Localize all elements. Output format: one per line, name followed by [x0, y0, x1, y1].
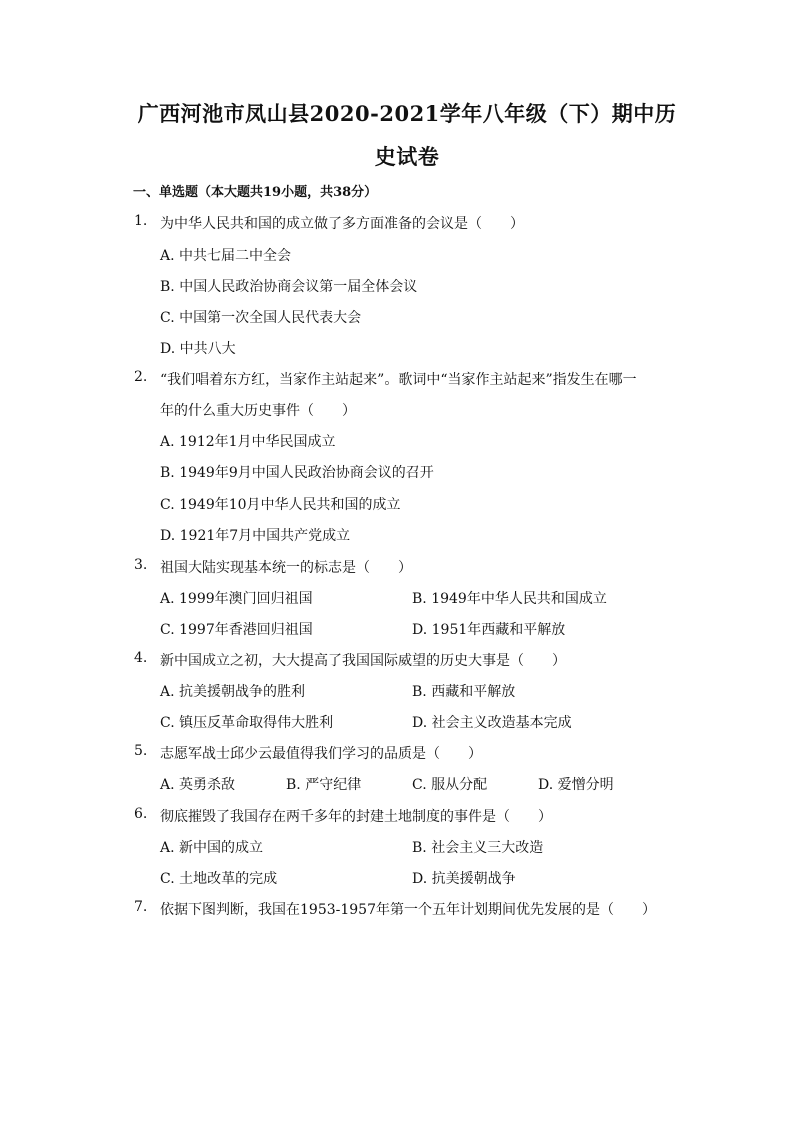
- question-4-option-d: D. 社会主义改造基本完成: [412, 715, 572, 731]
- question-6-option-b: B. 社会主义三大改造: [412, 840, 544, 856]
- question-7-text: 依据下图判断，我国在1953-1957年第一个五年计划期间优先发展的是（ ）: [160, 902, 656, 918]
- question-2-number: 2.: [134, 369, 148, 385]
- question-6-number: 6.: [134, 806, 148, 822]
- question-2-option-b: B. 1949年9月中国人民政治协商会议的召开: [160, 465, 434, 481]
- question-6-text: 彻底摧毁了我国存在两千多年的封建土地制度的事件是（ ）: [160, 809, 552, 825]
- question-2-text: “我们唱着东方红，当家作主站起来”。歌词中“当家作主站起来”指发生在哪一: [160, 372, 637, 388]
- question-4-option-c: C. 镇压反革命取得伟大胜利: [160, 715, 334, 731]
- question-5-option-b: B. 严守纪律: [286, 777, 362, 793]
- question-4-option-a: A. 抗美援朝战争的胜利: [160, 684, 306, 700]
- question-5-option-d: D. 爱憎分明: [538, 777, 614, 793]
- question-6-option-d: D. 抗美援朝战争: [412, 871, 516, 887]
- question-3-option-b: B. 1949年中华人民共和国成立: [412, 591, 607, 607]
- question-3-option-d: D. 1951年西藏和平解放: [412, 622, 566, 638]
- question-3-option-a: A. 1999年澳门回归祖国: [160, 591, 313, 607]
- question-7-number: 7.: [134, 899, 148, 915]
- question-1-option-c: C. 中国第一次全国人民代表大会: [160, 310, 362, 326]
- question-1-option-b: B. 中国人民政治协商会议第一届全体会议: [160, 279, 418, 295]
- section-heading: 一、单选题（本大题共19小题，共38分）: [133, 185, 378, 200]
- question-2-text-continued: 年的什么重大历史事件（ ）: [160, 403, 356, 419]
- question-4-text: 新中国成立之初，大大提高了我国国际威望的历史大事是（ ）: [160, 653, 566, 669]
- question-5-option-c: C. 服从分配: [412, 777, 488, 793]
- exam-title-line1: 广西河池市凤山县2020-2021学年八年级（下）期中历: [137, 101, 677, 126]
- question-1-number: 1.: [134, 213, 148, 229]
- question-6-option-c: C. 土地改革的完成: [160, 871, 278, 887]
- question-1-option-a: A. 中共七届二中全会: [160, 248, 292, 264]
- question-2-option-d: D. 1921年7月中国共产党成立: [160, 528, 351, 544]
- question-4-number: 4.: [134, 650, 148, 666]
- question-3-option-c: C. 1997年香港回归祖国: [160, 622, 313, 638]
- question-1-option-d: D. 中共八大: [160, 341, 236, 357]
- question-5-text: 志愿军战士邱少云最值得我们学习的品质是（ ）: [160, 746, 482, 762]
- exam-title-line2: 史试卷: [374, 144, 440, 169]
- question-2-option-c: C. 1949年10月中华人民共和国的成立: [160, 497, 401, 513]
- question-3-number: 3.: [134, 557, 148, 573]
- question-4-option-b: B. 西藏和平解放: [412, 684, 516, 700]
- question-1-text: 为中华人民共和国的成立做了多方面准备的会议是（ ）: [160, 216, 524, 232]
- question-5-number: 5.: [134, 743, 148, 759]
- question-5-option-a: A. 英勇杀敌: [160, 777, 236, 793]
- question-2-option-a: A. 1912年1月中华民国成立: [160, 434, 336, 450]
- question-6-option-a: A. 新中国的成立: [160, 840, 264, 856]
- question-3-text: 祖国大陆实现基本统一的标志是（ ）: [160, 560, 412, 576]
